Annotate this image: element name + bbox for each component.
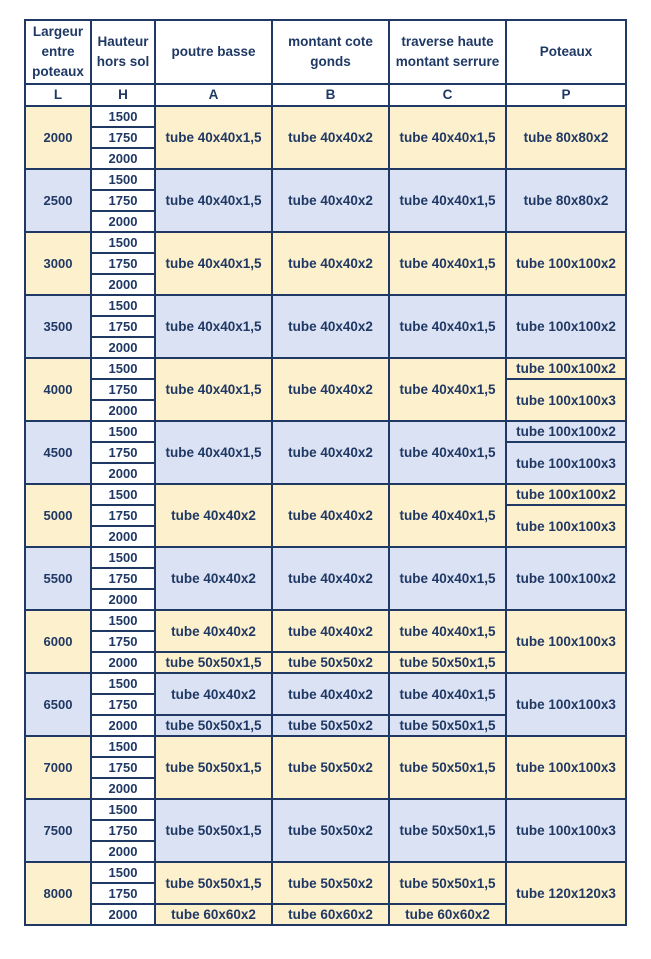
hauteur-cell: 1750 — [91, 820, 155, 841]
poteaux-cell: tube 100x100x3 — [506, 505, 626, 547]
hauteur-cell: 1500 — [91, 547, 155, 568]
table-row — [25, 610, 626, 631]
hauteur-cell: 1500 — [91, 358, 155, 379]
largeur-cell: 4500 — [25, 421, 91, 484]
hauteur-cell: 1750 — [91, 883, 155, 904]
largeur-cell: 3500 — [25, 295, 91, 358]
poteaux-cell: tube 100x100x2 — [506, 421, 626, 442]
montant-cote-gonds-cell: tube 40x40x2 — [272, 610, 389, 652]
code-b: B — [272, 84, 389, 106]
hauteur-cell: 1500 — [91, 295, 155, 316]
poteaux-cell: tube 100x100x3 — [506, 442, 626, 484]
montant-cote-gonds-cell: tube 40x40x2 — [272, 673, 389, 715]
hauteur-cell: 2000 — [91, 148, 155, 169]
montant-cote-gonds-cell: tube 40x40x2 — [272, 358, 389, 421]
largeur-cell: 2500 — [25, 169, 91, 232]
hauteur-cell: 1500 — [91, 169, 155, 190]
table-row — [25, 295, 626, 316]
largeur-cell: 4000 — [25, 358, 91, 421]
largeur-cell: 3000 — [25, 232, 91, 295]
hauteur-cell: 2000 — [91, 211, 155, 232]
hauteur-cell: 2000 — [91, 463, 155, 484]
largeur-cell: 6500 — [25, 673, 91, 736]
hauteur-cell: 1500 — [91, 799, 155, 820]
table-row — [25, 736, 626, 757]
montant-cote-gonds-cell: tube 40x40x2 — [272, 421, 389, 484]
hauteur-cell: 1750 — [91, 757, 155, 778]
hauteur-cell: 1500 — [91, 610, 155, 631]
poteaux-cell: tube 100x100x2 — [506, 547, 626, 610]
hauteur-cell: 2000 — [91, 337, 155, 358]
poteaux-cell: tube 100x100x3 — [506, 736, 626, 799]
largeur-cell: 2000 — [25, 106, 91, 169]
code-p: P — [506, 84, 626, 106]
largeur-cell: 8000 — [25, 862, 91, 925]
hauteur-cell: 1750 — [91, 694, 155, 715]
largeur-cell: 6000 — [25, 610, 91, 673]
hauteur-cell: 1500 — [91, 862, 155, 883]
header-row — [25, 20, 626, 84]
hauteur-cell: 1750 — [91, 568, 155, 589]
traverse-montant-cell: tube 40x40x1,5 — [389, 610, 506, 652]
traverse-montant-cell: tube 40x40x1,5 — [389, 106, 506, 169]
col-header-hauteur: Hauteur hors sol — [91, 20, 155, 84]
poutre-basse-cell: tube 50x50x1,5 — [155, 799, 272, 862]
table-row — [25, 547, 626, 568]
traverse-montant-cell: tube 40x40x1,5 — [389, 673, 506, 715]
traverse-montant-cell: tube 40x40x1,5 — [389, 421, 506, 484]
col-header-largeur: Largeur entre poteaux — [25, 20, 91, 84]
traverse-montant-cell: tube 40x40x1,5 — [389, 295, 506, 358]
hauteur-cell: 2000 — [91, 652, 155, 673]
traverse-montant-cell: tube 40x40x1,5 — [389, 547, 506, 610]
hauteur-cell: 1750 — [91, 505, 155, 526]
largeur-cell: 7000 — [25, 736, 91, 799]
hauteur-cell: 1500 — [91, 736, 155, 757]
table-row — [25, 232, 626, 253]
code-row — [25, 84, 626, 106]
poutre-basse-cell: tube 40x40x1,5 — [155, 295, 272, 358]
col-header-poutre-basse: poutre basse — [155, 20, 272, 84]
traverse-montant-cell: tube 60x60x2 — [389, 904, 506, 925]
poutre-basse-cell: tube 40x40x1,5 — [155, 169, 272, 232]
traverse-montant-cell: tube 50x50x1,5 — [389, 715, 506, 736]
table-row — [25, 169, 626, 190]
hauteur-cell: 2000 — [91, 841, 155, 862]
hauteur-cell: 1500 — [91, 232, 155, 253]
hauteur-cell: 1500 — [91, 106, 155, 127]
montant-cote-gonds-cell: tube 40x40x2 — [272, 295, 389, 358]
hauteur-cell: 1750 — [91, 253, 155, 274]
hauteur-cell: 1500 — [91, 421, 155, 442]
hauteur-cell: 1750 — [91, 316, 155, 337]
poteaux-cell: tube 100x100x3 — [506, 673, 626, 736]
hauteur-cell: 1750 — [91, 127, 155, 148]
poutre-basse-cell: tube 50x50x1,5 — [155, 862, 272, 904]
code-c: C — [389, 84, 506, 106]
poteaux-cell: tube 100x100x2 — [506, 232, 626, 295]
poteaux-cell: tube 100x100x3 — [506, 610, 626, 673]
code-l: L — [25, 84, 91, 106]
hauteur-cell: 1500 — [91, 484, 155, 505]
hauteur-cell: 2000 — [91, 526, 155, 547]
specification-table — [24, 19, 627, 926]
col-header-poteaux: Poteaux — [506, 20, 626, 84]
table-row — [25, 673, 626, 694]
poteaux-cell: tube 100x100x2 — [506, 295, 626, 358]
montant-cote-gonds-cell: tube 40x40x2 — [272, 169, 389, 232]
traverse-montant-cell: tube 40x40x1,5 — [389, 169, 506, 232]
poutre-basse-cell: tube 40x40x1,5 — [155, 232, 272, 295]
poutre-basse-cell: tube 40x40x2 — [155, 673, 272, 715]
traverse-montant-cell: tube 50x50x1,5 — [389, 652, 506, 673]
poutre-basse-cell: tube 40x40x1,5 — [155, 421, 272, 484]
traverse-montant-cell: tube 40x40x1,5 — [389, 484, 506, 547]
poutre-basse-cell: tube 60x60x2 — [155, 904, 272, 925]
hauteur-cell: 1750 — [91, 379, 155, 400]
poutre-basse-cell: tube 50x50x1,5 — [155, 715, 272, 736]
col-header-montant-cote-gonds: montant cote gonds — [272, 20, 389, 84]
poteaux-cell: tube 80x80x2 — [506, 106, 626, 169]
poutre-basse-cell: tube 50x50x1,5 — [155, 736, 272, 799]
montant-cote-gonds-cell: tube 50x50x2 — [272, 715, 389, 736]
table-row — [25, 358, 626, 379]
hauteur-cell: 1500 — [91, 673, 155, 694]
poutre-basse-cell: tube 50x50x1,5 — [155, 652, 272, 673]
largeur-cell: 7500 — [25, 799, 91, 862]
hauteur-cell: 2000 — [91, 400, 155, 421]
poteaux-cell: tube 80x80x2 — [506, 169, 626, 232]
largeur-cell: 5000 — [25, 484, 91, 547]
poutre-basse-cell: tube 40x40x2 — [155, 610, 272, 652]
hauteur-cell: 2000 — [91, 904, 155, 925]
montant-cote-gonds-cell: tube 50x50x2 — [272, 652, 389, 673]
traverse-montant-cell: tube 50x50x1,5 — [389, 736, 506, 799]
poteaux-cell: tube 100x100x2 — [506, 358, 626, 379]
montant-cote-gonds-cell: tube 50x50x2 — [272, 799, 389, 862]
table-row — [25, 484, 626, 505]
traverse-montant-cell: tube 50x50x1,5 — [389, 862, 506, 904]
hauteur-cell: 1750 — [91, 442, 155, 463]
hauteur-cell: 2000 — [91, 589, 155, 610]
hauteur-cell: 1750 — [91, 631, 155, 652]
table-row — [25, 862, 626, 883]
table-body — [25, 106, 626, 925]
table-row — [25, 421, 626, 442]
largeur-cell: 5500 — [25, 547, 91, 610]
poteaux-cell: tube 100x100x2 — [506, 484, 626, 505]
hauteur-cell: 2000 — [91, 274, 155, 295]
hauteur-cell: 2000 — [91, 715, 155, 736]
montant-cote-gonds-cell: tube 50x50x2 — [272, 736, 389, 799]
montant-cote-gonds-cell: tube 40x40x2 — [272, 106, 389, 169]
montant-cote-gonds-cell: tube 50x50x2 — [272, 862, 389, 904]
montant-cote-gonds-cell: tube 40x40x2 — [272, 484, 389, 547]
montant-cote-gonds-cell: tube 40x40x2 — [272, 232, 389, 295]
col-header-traverse-montant: traverse haute montant serrure — [389, 20, 506, 84]
hauteur-cell: 1750 — [91, 190, 155, 211]
poteaux-cell: tube 100x100x3 — [506, 379, 626, 421]
hauteur-cell: 2000 — [91, 778, 155, 799]
traverse-montant-cell: tube 50x50x1,5 — [389, 799, 506, 862]
montant-cote-gonds-cell: tube 60x60x2 — [272, 904, 389, 925]
poutre-basse-cell: tube 40x40x1,5 — [155, 358, 272, 421]
poutre-basse-cell: tube 40x40x1,5 — [155, 106, 272, 169]
montant-cote-gonds-cell: tube 40x40x2 — [272, 547, 389, 610]
code-h: H — [91, 84, 155, 106]
table-row — [25, 106, 626, 127]
poutre-basse-cell: tube 40x40x2 — [155, 547, 272, 610]
code-a: A — [155, 84, 272, 106]
table-row — [25, 799, 626, 820]
traverse-montant-cell: tube 40x40x1,5 — [389, 358, 506, 421]
traverse-montant-cell: tube 40x40x1,5 — [389, 232, 506, 295]
poteaux-cell: tube 120x120x3 — [506, 862, 626, 925]
poteaux-cell: tube 100x100x3 — [506, 799, 626, 862]
poutre-basse-cell: tube 40x40x2 — [155, 484, 272, 547]
